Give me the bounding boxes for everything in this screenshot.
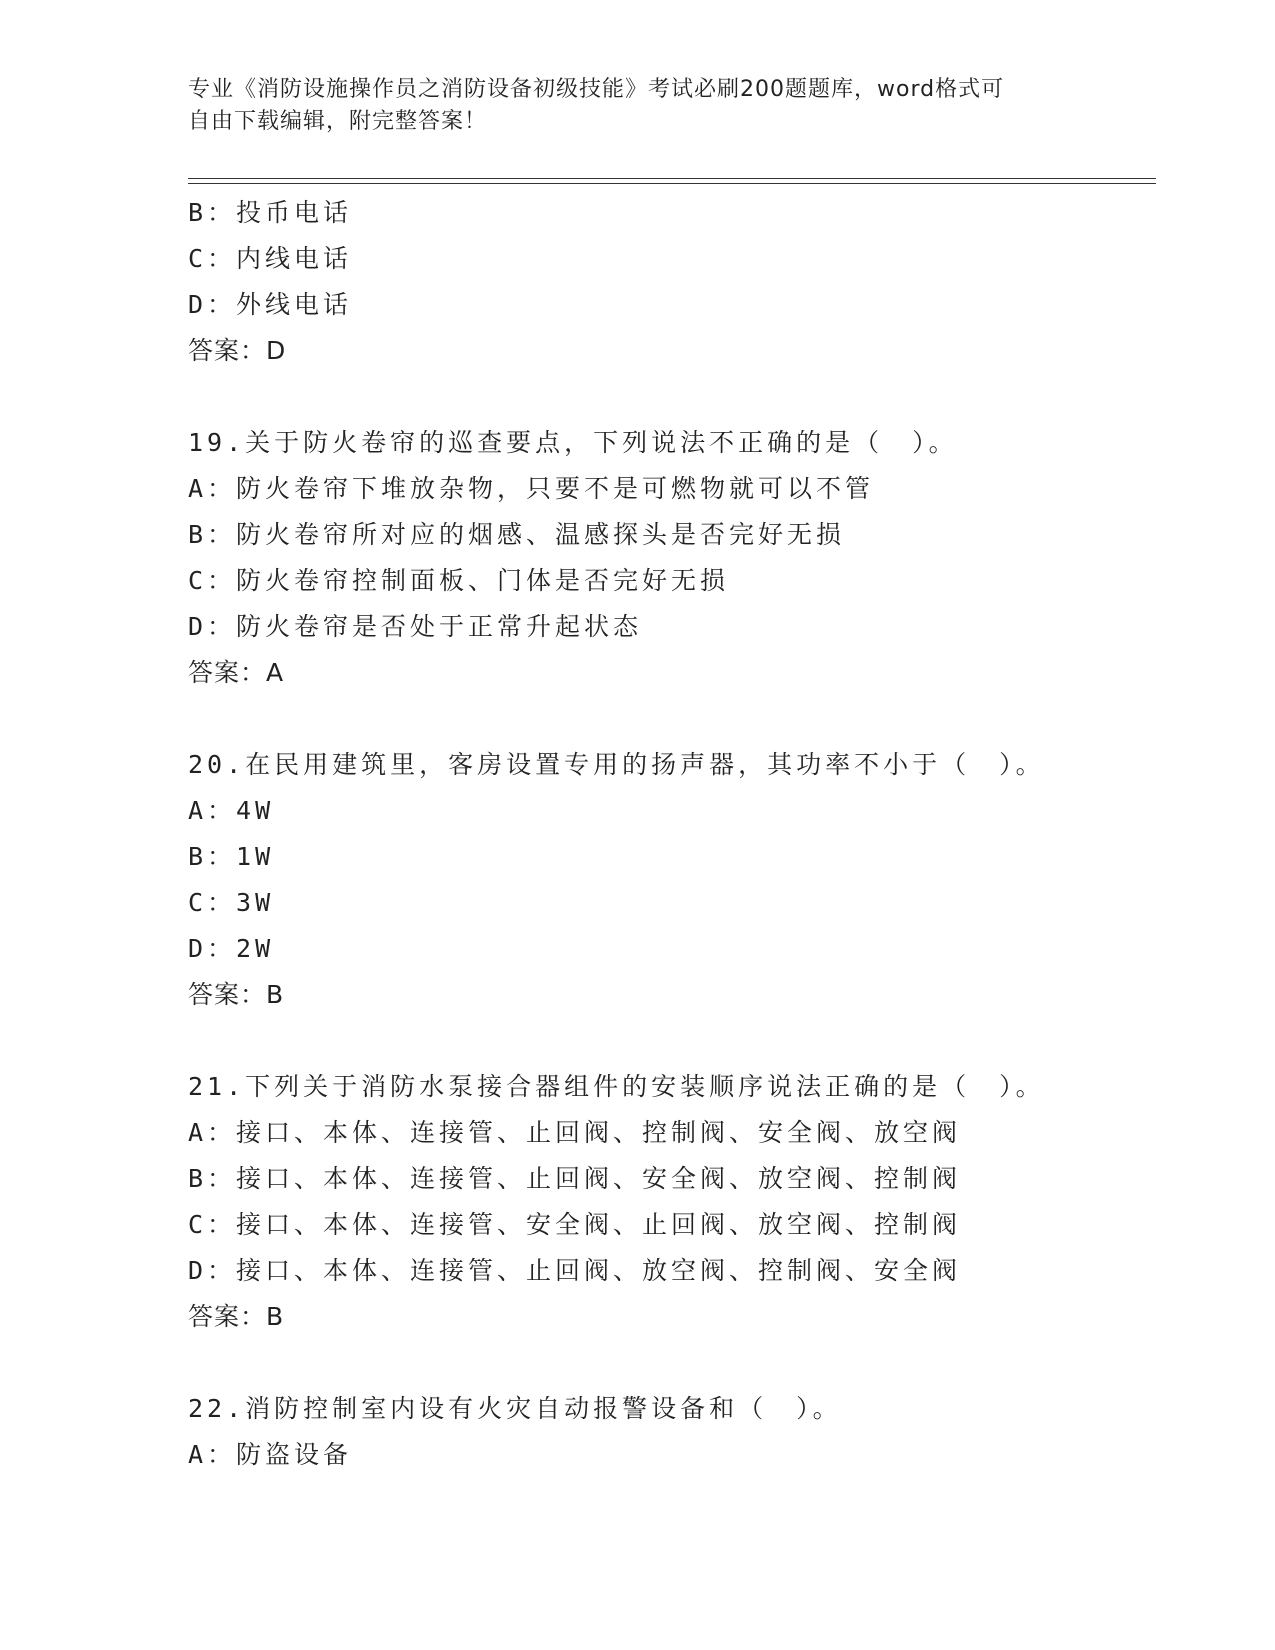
question-stem: 22.消防控制室内设有火灾自动报警设备和（ ）。 bbox=[188, 1394, 842, 1423]
question-18-tail bbox=[188, 190, 1148, 374]
spacer bbox=[188, 1340, 1148, 1386]
option-a: A：防火卷帘下堆放杂物，只要不是可燃物就可以不管 bbox=[188, 474, 875, 503]
option-c: C：接口、本体、连接管、安全阀、止回阀、放空阀、控制阀 bbox=[188, 1210, 962, 1239]
option-d: D：2W bbox=[188, 934, 275, 963]
option-b: B：防火卷帘所对应的烟感、温感探头是否完好无损 bbox=[188, 520, 846, 549]
question-19 bbox=[188, 420, 1148, 696]
answer: 答案：B bbox=[188, 1302, 285, 1331]
question-stem: 19.关于防火卷帘的巡查要点，下列说法不正确的是（ ）。 bbox=[188, 428, 958, 457]
spacer bbox=[188, 696, 1148, 742]
page-header bbox=[188, 74, 1088, 138]
answer: 答案：A bbox=[188, 658, 285, 687]
option-d: D：防火卷帘是否处于正常升起状态 bbox=[188, 612, 643, 641]
option-a: A：4W bbox=[188, 796, 275, 825]
option-d: D：外线电话 bbox=[188, 290, 353, 319]
spacer bbox=[188, 374, 1148, 420]
option-b: B：投币电话 bbox=[188, 198, 353, 227]
option-c: C：3W bbox=[188, 888, 275, 917]
header-line-2: 自由下载编辑，附完整答案！ bbox=[188, 109, 488, 134]
answer: 答案：D bbox=[188, 336, 287, 365]
header-line-1: 专业《消防设施操作员之消防设备初级技能》考试必刷200题题库，word格式可 bbox=[188, 77, 1005, 102]
option-d: D：接口、本体、连接管、止回阀、放空阀、控制阀、安全阀 bbox=[188, 1256, 962, 1285]
question-stem: 21.下列关于消防水泵接合器组件的安装顺序说法正确的是（ ）。 bbox=[188, 1072, 1045, 1101]
header-divider bbox=[188, 178, 1156, 184]
option-c: C：防火卷帘控制面板、门体是否完好无损 bbox=[188, 566, 730, 595]
answer: 答案：B bbox=[188, 980, 285, 1009]
option-b: B：1W bbox=[188, 842, 275, 871]
question-20 bbox=[188, 742, 1148, 1018]
option-c: C：内线电话 bbox=[188, 244, 353, 273]
option-a: A：接口、本体、连接管、止回阀、控制阀、安全阀、放空阀 bbox=[188, 1118, 962, 1147]
spacer bbox=[188, 1018, 1148, 1064]
question-21 bbox=[188, 1064, 1148, 1340]
option-a: A：防盗设备 bbox=[188, 1440, 353, 1469]
option-b: B：接口、本体、连接管、止回阀、安全阀、放空阀、控制阀 bbox=[188, 1164, 962, 1193]
question-22 bbox=[188, 1386, 1148, 1478]
document-body bbox=[188, 190, 1148, 1478]
question-stem: 20.在民用建筑里，客房设置专用的扬声器，其功率不小于（ ）。 bbox=[188, 750, 1045, 779]
